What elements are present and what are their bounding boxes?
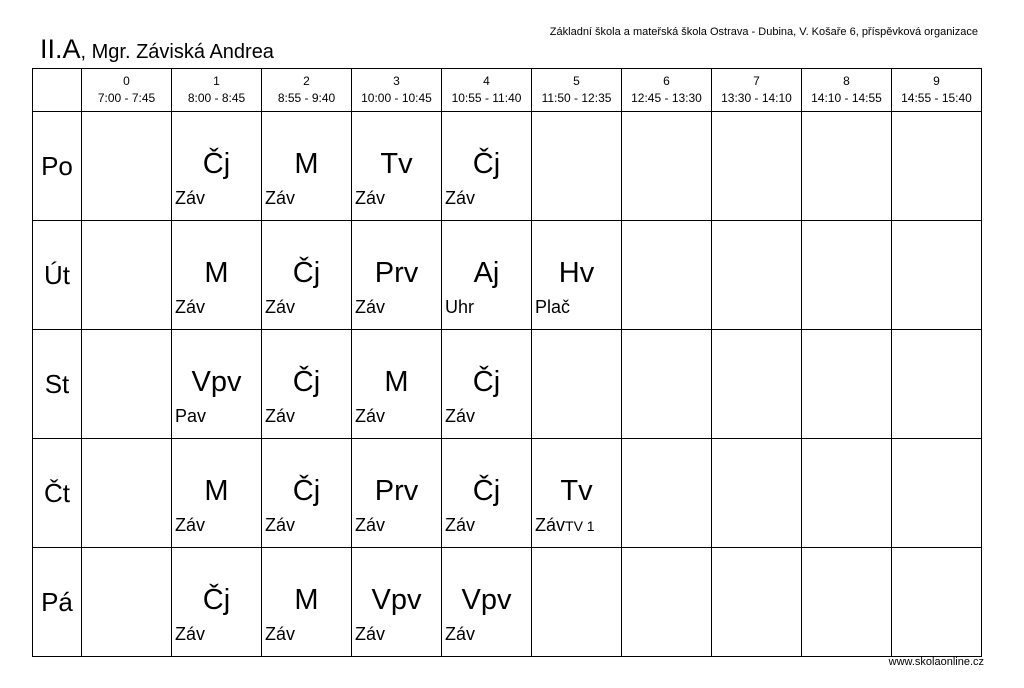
lesson-subject: Čj	[292, 257, 321, 289]
lesson-cell	[352, 112, 442, 221]
period-number: 4	[483, 74, 490, 88]
lesson-teacher-line	[355, 406, 385, 427]
lesson-cell	[442, 548, 532, 657]
lesson-subject: M	[204, 257, 229, 289]
period-time: 10:00 - 10:45	[361, 91, 432, 105]
lesson-subject: Aj	[473, 257, 500, 289]
lesson-cell	[622, 112, 712, 221]
period-time: 14:10 - 14:55	[811, 91, 882, 105]
lesson-teacher: Záv	[445, 406, 476, 426]
lesson-teacher-line	[265, 188, 295, 209]
lesson-teacher: Záv	[445, 624, 476, 644]
period-number: 1	[213, 74, 220, 88]
lesson-subject: Vpv	[461, 584, 512, 616]
timetable	[32, 68, 982, 657]
lesson-teacher-line	[265, 515, 295, 536]
class-teacher: , Mgr. Záviská Andrea	[80, 41, 274, 63]
lesson-cell	[352, 439, 442, 548]
lesson-subject: Čj	[292, 475, 321, 507]
lesson-teacher-line	[445, 515, 475, 536]
period-number: 0	[123, 74, 130, 88]
lesson-cell	[82, 439, 172, 548]
lesson-cell	[172, 439, 262, 548]
period-header	[712, 69, 802, 112]
lesson-teacher: Uhr	[445, 297, 475, 317]
lesson-teacher-line	[355, 515, 385, 536]
lesson-cell	[712, 548, 802, 657]
lesson-subject: Vpv	[191, 366, 242, 398]
day-row	[33, 221, 982, 330]
lesson-teacher: Záv	[355, 624, 386, 644]
lesson-teacher: Záv	[265, 297, 296, 317]
lesson-teacher: Záv	[175, 188, 206, 208]
period-header	[82, 69, 172, 112]
period-number: 8	[843, 74, 850, 88]
lesson-teacher: Záv	[265, 406, 296, 426]
day-row	[33, 112, 982, 221]
lesson-cell	[442, 112, 532, 221]
school-name: Základní škola a mateřská škola Ostrava - Dubina, V. Košaře 6, příspěvková organizace	[549, 26, 978, 38]
period-header	[532, 69, 622, 112]
lesson-teacher-line	[175, 515, 205, 536]
lesson-cell	[712, 439, 802, 548]
lesson-subject: Čj	[292, 366, 321, 398]
lesson-teacher-line	[355, 624, 385, 645]
lesson-cell	[532, 439, 622, 548]
lesson-cell	[442, 221, 532, 330]
lesson-subject: M	[384, 366, 409, 398]
lesson-teacher: Záv	[175, 624, 206, 644]
lesson-subject: Čj	[472, 148, 501, 180]
lesson-cell	[262, 548, 352, 657]
lesson-cell	[532, 112, 622, 221]
lesson-teacher-line	[265, 624, 295, 645]
lesson-cell	[262, 439, 352, 548]
lesson-teacher-line	[175, 297, 205, 318]
period-time: 14:55 - 15:40	[901, 91, 972, 105]
period-time: 10:55 - 11:40	[451, 91, 522, 105]
period-time: 11:50 - 12:35	[541, 91, 612, 105]
period-header	[172, 69, 262, 112]
lesson-teacher-line	[355, 188, 385, 209]
lesson-subject: M	[204, 475, 229, 507]
lesson-teacher: Záv	[175, 297, 206, 317]
lesson-cell	[622, 439, 712, 548]
period-header	[262, 69, 352, 112]
period-number: 5	[573, 74, 580, 88]
day-row	[33, 439, 982, 548]
class-name: II.A	[40, 34, 81, 64]
period-time: 12:45 - 13:30	[631, 91, 702, 105]
lesson-cell	[532, 548, 622, 657]
lesson-teacher: Záv	[445, 515, 476, 535]
lesson-subject: Prv	[374, 475, 419, 507]
day-row	[33, 330, 982, 439]
lesson-subject: Tv	[380, 148, 413, 180]
period-time: 13:30 - 14:10	[721, 91, 792, 105]
corner-cell	[33, 69, 82, 112]
header-row	[33, 69, 982, 112]
lesson-subject: Čj	[472, 366, 501, 398]
lesson-cell	[802, 439, 892, 548]
lesson-teacher: Záv	[265, 515, 296, 535]
lesson-cell	[172, 112, 262, 221]
lesson-teacher-line	[265, 297, 295, 318]
day-name: Út	[33, 221, 82, 330]
lesson-teacher: Záv	[175, 515, 206, 535]
page-title	[40, 34, 274, 65]
period-number: 3	[393, 74, 400, 88]
lesson-cell	[892, 330, 982, 439]
period-header	[622, 69, 712, 112]
lesson-cell	[802, 112, 892, 221]
lesson-cell	[352, 548, 442, 657]
lesson-cell	[532, 221, 622, 330]
period-header	[802, 69, 892, 112]
lesson-cell	[262, 330, 352, 439]
lesson-teacher: Záv	[355, 515, 386, 535]
lesson-subject: M	[294, 584, 319, 616]
lesson-cell	[172, 221, 262, 330]
lesson-cell	[622, 221, 712, 330]
lesson-cell	[892, 548, 982, 657]
lesson-teacher: Záv	[355, 188, 386, 208]
lesson-cell	[82, 221, 172, 330]
lesson-teacher: Záv	[265, 188, 296, 208]
day-name: Po	[33, 112, 82, 221]
lesson-teacher-line	[355, 297, 385, 318]
lesson-subject: Hv	[558, 257, 595, 289]
lesson-teacher-line	[445, 624, 475, 645]
period-time: 7:00 - 7:45	[97, 91, 156, 105]
lesson-cell	[532, 330, 622, 439]
lesson-subject: Vpv	[371, 584, 422, 616]
lesson-cell	[352, 221, 442, 330]
lesson-teacher: Záv	[445, 188, 476, 208]
lesson-cell	[442, 439, 532, 548]
lesson-teacher: Záv	[265, 624, 296, 644]
period-number: 9	[933, 74, 940, 88]
lesson-cell	[262, 221, 352, 330]
lesson-cell	[802, 548, 892, 657]
period-header	[442, 69, 532, 112]
lesson-cell	[802, 330, 892, 439]
lesson-cell	[712, 112, 802, 221]
period-number: 7	[753, 74, 760, 88]
lesson-subject: M	[294, 148, 319, 180]
period-header	[892, 69, 982, 112]
lesson-cell	[892, 112, 982, 221]
lesson-cell	[802, 221, 892, 330]
lesson-cell	[82, 330, 172, 439]
lesson-cell	[442, 330, 532, 439]
day-row	[33, 548, 982, 657]
lesson-teacher: Plač	[535, 297, 571, 317]
period-number: 2	[303, 74, 310, 88]
lesson-subject: Čj	[202, 148, 231, 180]
lesson-teacher-line	[175, 406, 206, 427]
lesson-cell	[892, 439, 982, 548]
lesson-cell	[622, 330, 712, 439]
lesson-subject: Čj	[202, 584, 231, 616]
lesson-cell	[352, 330, 442, 439]
footer-site: www.skolaonline.cz	[888, 656, 984, 668]
lesson-teacher: Záv	[355, 406, 386, 426]
lesson-subject: Čj	[472, 475, 501, 507]
lesson-teacher-line	[445, 297, 474, 318]
period-time: 8:55 - 9:40	[277, 91, 336, 105]
period-header	[352, 69, 442, 112]
lesson-teacher-line	[445, 188, 475, 209]
lesson-teacher-line	[175, 188, 205, 209]
lesson-teacher-line	[175, 624, 205, 645]
lesson-cell	[82, 112, 172, 221]
lesson-cell	[172, 330, 262, 439]
lesson-teacher: Záv	[355, 297, 386, 317]
day-name: Čt	[33, 439, 82, 548]
lesson-cell	[712, 221, 802, 330]
lesson-teacher-line	[535, 297, 570, 318]
lesson-cell	[712, 330, 802, 439]
lesson-subject: Prv	[374, 257, 419, 289]
lesson-room: TV 1	[565, 518, 595, 534]
lesson-teacher: Záv	[535, 515, 566, 535]
day-name: Pá	[33, 548, 82, 657]
period-time: 8:00 - 8:45	[187, 91, 246, 105]
lesson-cell	[262, 112, 352, 221]
lesson-teacher-line	[265, 406, 295, 427]
day-name: St	[33, 330, 82, 439]
lesson-cell	[82, 548, 172, 657]
lesson-subject: Tv	[560, 475, 593, 507]
lesson-cell	[172, 548, 262, 657]
lesson-cell	[622, 548, 712, 657]
lesson-teacher-line	[445, 406, 475, 427]
period-number: 6	[663, 74, 670, 88]
lesson-teacher: Pav	[175, 406, 207, 426]
lesson-cell	[892, 221, 982, 330]
lesson-teacher-line	[535, 515, 595, 536]
